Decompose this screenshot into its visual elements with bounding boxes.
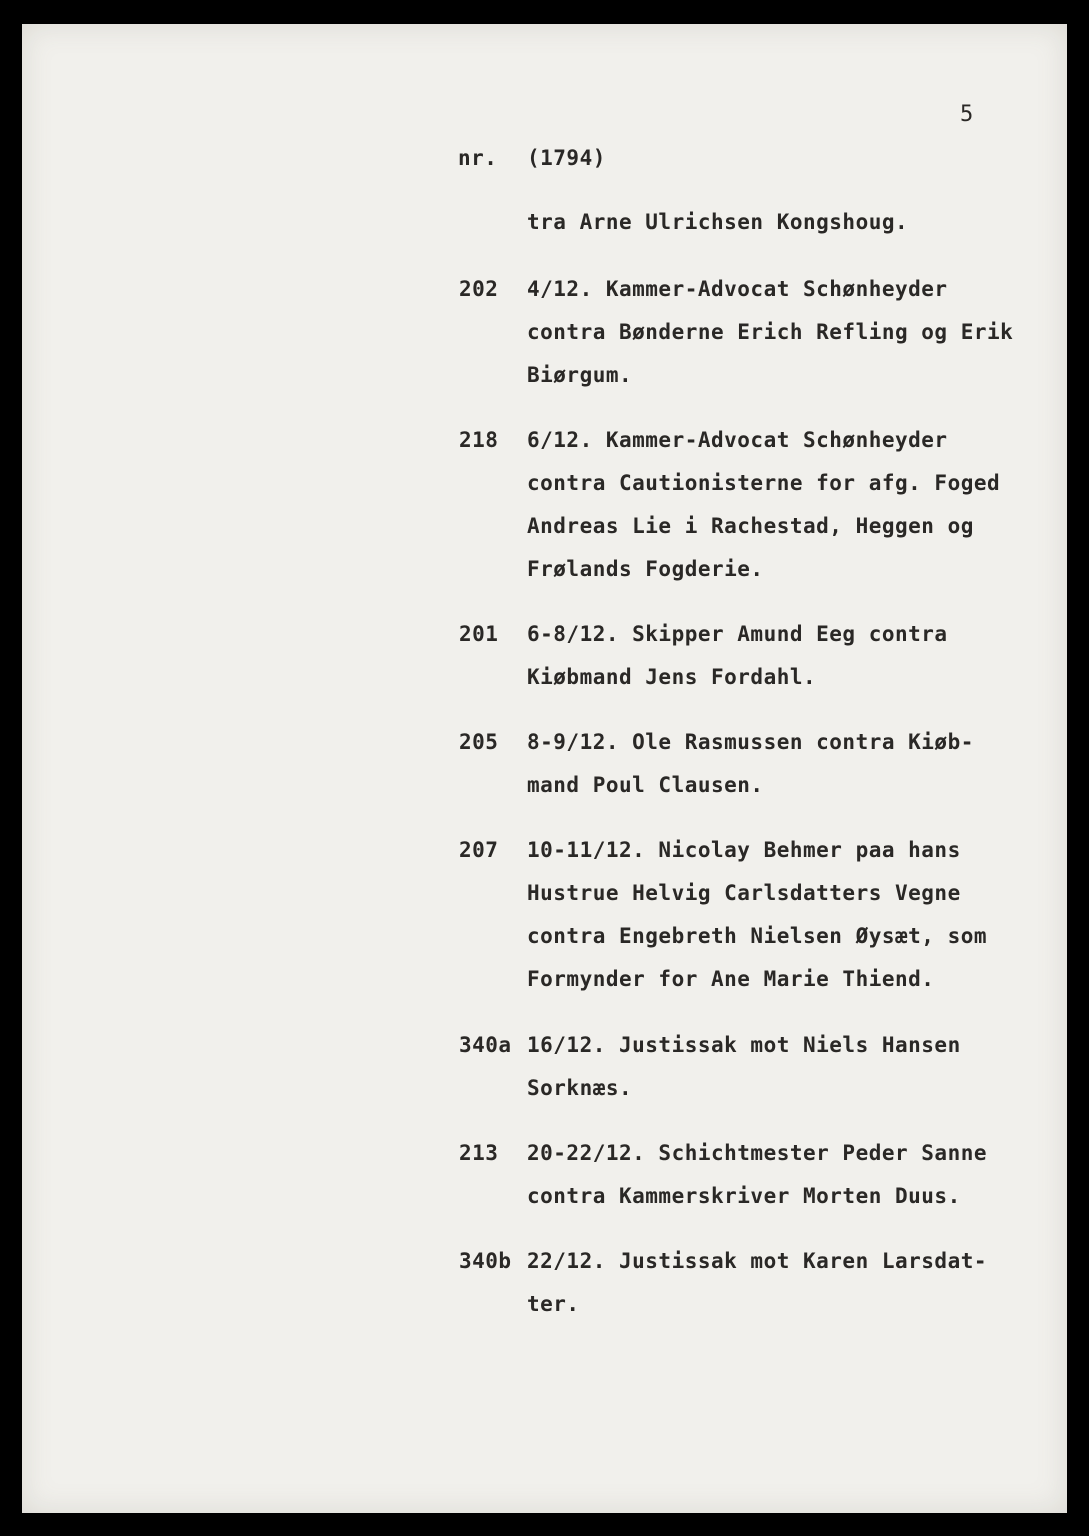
entry-line: mand Poul Clausen. (527, 773, 764, 797)
entry-line: 4/12. Kammer-Advocat Schønheyder (527, 277, 948, 301)
entry-line: 20-22/12. Schichtmester Peder Sanne (527, 1141, 988, 1165)
entry-line: 8-9/12. Ole Rasmussen contra Kiøb- (527, 730, 974, 754)
entry-number: 205 (459, 730, 499, 754)
entry-line: Biørgum. (527, 363, 633, 387)
document-page (22, 24, 1067, 1513)
entry-number: 213 (459, 1141, 499, 1165)
entry-line: contra Kammerskriver Morten Duus. (527, 1184, 961, 1208)
intro-line: tra Arne Ulrichsen Kongshoug. (527, 210, 909, 234)
entry-line: 10-11/12. Nicolay Behmer paa hans (527, 838, 961, 862)
entry-line: contra Bønderne Erich Refling og Erik (527, 320, 1014, 344)
entry-line: Hustrue Helvig Carlsdatters Vegne (527, 881, 961, 905)
entry-number: 207 (459, 838, 499, 862)
header-nr-label: nr. (458, 146, 498, 170)
entry-number: 202 (459, 277, 499, 301)
entry-line: ter. (527, 1292, 580, 1316)
entry-number: 218 (459, 428, 499, 452)
entry-line: Formynder for Ane Marie Thiend. (527, 967, 935, 991)
entry-line: Sorknæs. (527, 1076, 633, 1100)
entry-line: Kiøbmand Jens Fordahl. (527, 665, 817, 689)
entry-number: 201 (459, 622, 499, 646)
entry-number: 340a (459, 1033, 512, 1057)
entry-number: 340b (459, 1249, 512, 1273)
entry-line: contra Engebreth Nielsen Øysæt, som (527, 924, 988, 948)
header-year: (1794) (527, 146, 606, 170)
entry-line: Andreas Lie i Rachestad, Heggen og (527, 514, 974, 538)
entry-line: contra Cautionisterne for afg. Foged (527, 471, 1001, 495)
page-number: 5 (960, 102, 974, 127)
entry-line: 6/12. Kammer-Advocat Schønheyder (527, 428, 948, 452)
entry-line: 22/12. Justissak mot Karen Larsdat- (527, 1249, 988, 1273)
entry-line: Frølands Fogderie. (527, 557, 764, 581)
entry-line: 6-8/12. Skipper Amund Eeg contra (527, 622, 948, 646)
entry-line: 16/12. Justissak mot Niels Hansen (527, 1033, 961, 1057)
